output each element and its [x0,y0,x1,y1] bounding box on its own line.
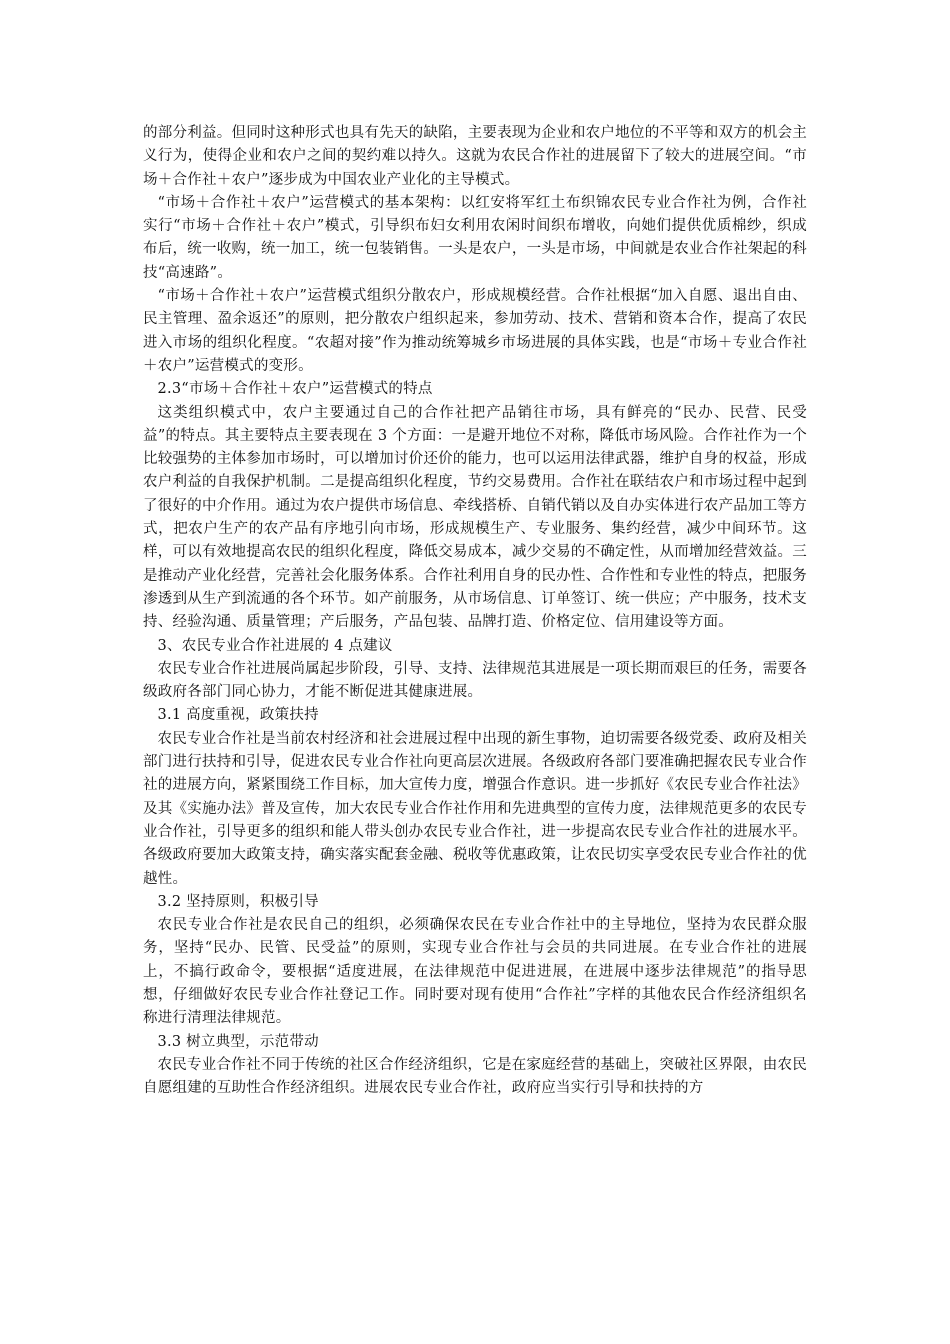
section-heading-2-3: 2.3“市场＋合作社＋农户”运营模式的特点 [157,381,433,398]
document-body [143,122,807,1100]
paragraph-policy-support: 农民专业合作社是当前农村经济和社会进展过程中出现的新生事物，迫切需要各级党委、政府及相关部门进行扶持和引导，促进农民专业合作社向更高层次进展。各级政府各部门要准确把握农民专业合作社的进展方向，紧紧围绕工作目标，加大宣传力度，增强合作意识。进一步抓好《农民专业合作社法》及其《实施办法》普及宣传，加大农民专业合作社作用和先进典型的宣传力度，法律规范更多的农民专业合作社，引导更多的组织和能人带头创办农民专业合作社，进一步提高农民专业合作社的进展水平。各级政府要加大政策支持，确实落实配套金融、税收等优惠政策，让农民切实享受农民专业合作社的优越性。 [143,730,807,887]
paragraph-demonstration: 农民专业合作社不同于传统的社区合作经济组织，它是在家庭经营的基础上，突破社区界限，由农民自愿组建的互助性合作经济组织。进展农民专业合作社，政府应当实行引导和扶持的方 [143,1056,807,1097]
paragraph-model-framework: “市场＋合作社＋农户”运营模式的基本架构：以红安将军红土布织锦农民专业合作社为例，合作社实行“市场＋合作社＋农户”模式，引导织布妇女利用农闲时间织布增收，向她们提供优质棉纱，织成布后，统一收购，统一加工，统一包装销售。一头是农户，一头是市场，中间就是农业合作社架起的科技“高速路”。 [143,194,807,281]
paragraph-principles: 农民专业合作社是农民自己的组织，必须确保农民在专业合作社中的主导地位，坚持为农民群众服务，坚持“民办、民管、民受益”的原则，实现专业合作社与会员的共同进展。在专业合作社的进展上，不搞行政命令，要根据“适度进展，在法律规范中促进进展，在进展中逐步法律规范”的指导思想，仔细做好农民专业合作社登记工作。同时要对现有使用“合作社”字样的其他农民合作经济组织名称进行清理法律规范。 [143,917,807,1027]
section-heading-3-3: 3.3 树立典型，示范带动 [157,1033,319,1050]
paragraph-model-features: 这类组织模式中，农户主要通过自己的合作社把产品销往市场，具有鲜亮的“民办、民营、民受益”的特点。其主要特点主要表现在 3 个方面：一是避开地位不对称，降低市场风险。合作社作为一个比较强势的主体参加市场时，可以增加讨价还价的能力，也可以运用法律武器，维护自身的权益，形成农户利益的自我保护机制。二是提高组织化程度，节约交易费用。合作社在联结农户和市场过程中起到了很好的中介作用。通过为农户提供市场信息、牵线搭桥、自销代销以及自办实体进行农产品加工等方式，把农户生产的农产品有序地引向市场，形成规模生产、专业服务、集约经营，减少中间环节。这样，可以有效地提高农民的组织化程度，降低交易成本，减少交易的不确定性，从而增加经营效益。三是推动产业化经营，完善社会化服务体系。合作社利用自身的民办性、合作性和专业性的特点，把服务渗透到从生产到流通的各个环节。如产前服务，从市场信息、订单签订、统一供应；产中服务，技术支持、经验沟通、质量管理；产后服务，产品包装、品牌打造、价格定位、信用建设等方面。 [143,404,807,631]
paragraph-suggestions-intro: 农民专业合作社进展尚属起步阶段，引导、支持、法律规范其进展是一项长期而艰巨的任务，需要各级政府各部门同心协力，才能不断促进其健康进展。 [143,660,807,701]
paragraph-model-organization: “市场＋合作社＋农户”运营模式组织分散农户，形成规模经营。合作社根据“加入自愿、退出自由、民主管理、盈余返还”的原则，把分散农户组织起来，参加劳动、技术、营销和资本合作，提高了农民进入市场的组织化程度。“农超对接”作为推动统筹城乡市场进展的具体实践，也是“市场＋专业合作社＋农户”运营模式的变形。 [143,288,807,374]
section-heading-3-1: 3.1 高度重视，政策扶持 [157,707,319,724]
section-heading-3: 3、农民专业合作社进展的 4 点建议 [157,637,393,654]
paragraph-intro-continuation: 的部分利益。但同时这种形式也具有先天的缺陷，主要表现为企业和农户地位的不平等和双方的机会主义行为，使得企业和农户之间的契约难以持久。这就为农民合作社的进展留下了较大的进展空间。“市场＋合作社＋农户”逐步成为中国农业产业化的主导模式。 [143,125,807,188]
section-heading-3-2: 3.2 坚持原则，积极引导 [157,893,319,910]
